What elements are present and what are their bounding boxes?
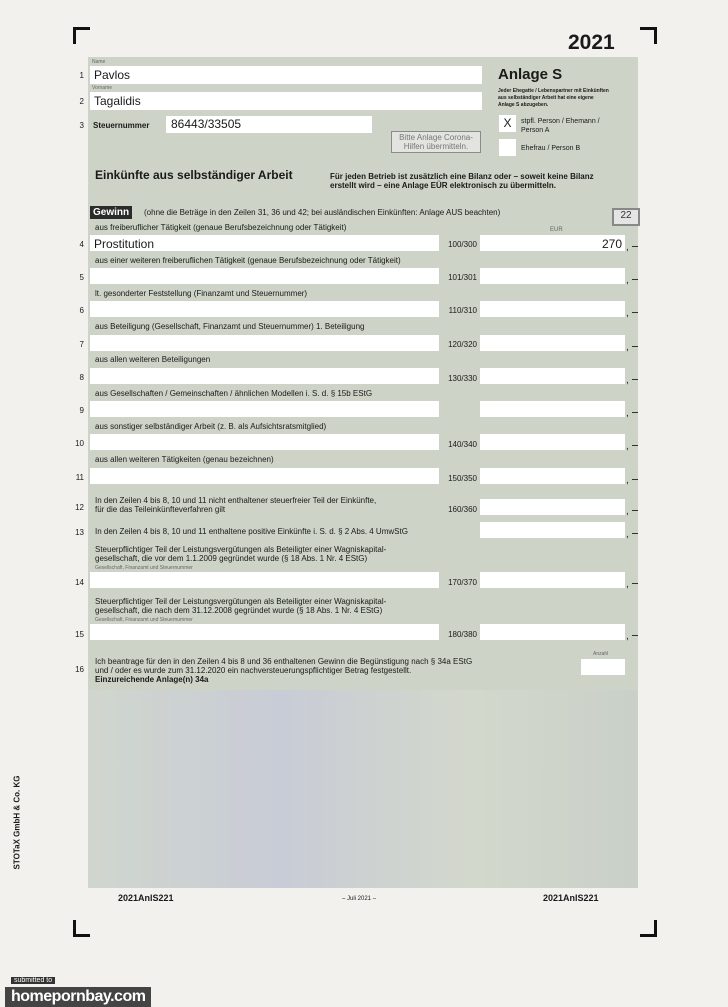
- crop-mark-top-right: [640, 27, 657, 44]
- name-label: Name: [92, 59, 106, 65]
- decimal-comma: ,: [626, 506, 629, 517]
- crop-mark-top-left: [73, 27, 90, 44]
- decimal-comma: ,: [626, 408, 629, 419]
- page-badge: 22: [612, 208, 640, 226]
- line-number: 1: [79, 71, 84, 80]
- decimal-comma: ,: [626, 275, 629, 286]
- row10-label: aus sonstiger selbständiger Arbeit (z. B. als Aufsichtsratsmitglied): [95, 422, 327, 431]
- section-title: Einkünfte aus selbständiger Arbeit: [95, 168, 293, 182]
- vorname-value: Tagalidis: [94, 94, 141, 108]
- row15-text-field[interactable]: [90, 624, 439, 640]
- row10-amount-field[interactable]: [480, 434, 625, 450]
- row5-code: 101/301: [448, 273, 477, 282]
- decimal-comma: ,: [626, 631, 629, 642]
- vorname-label: Vorname: [92, 85, 113, 91]
- person-b-label: Ehefrau / Person B: [521, 145, 581, 152]
- crop-mark-bottom-left: [73, 920, 90, 937]
- decimal-comma: ,: [626, 475, 629, 486]
- line-number: 9: [79, 406, 84, 415]
- row7-code: 120/320: [448, 340, 477, 349]
- footer-left-code: 2021AnlS221: [118, 893, 174, 903]
- row14-sub: Gesellschaft, Finanzamt und Steuernummer: [95, 565, 193, 571]
- decimal-comma: ,: [626, 242, 629, 253]
- line-number: 12: [75, 503, 84, 512]
- decimal-comma: ,: [626, 342, 629, 353]
- row13-amount-field[interactable]: [480, 522, 625, 538]
- decimal-dash: [632, 279, 638, 280]
- row16-text-2: und / oder es wurde zum 31.12.2020 ein nachversteuerungspflichtiger Betrag festgestellt.: [95, 666, 412, 675]
- decimal-dash: [632, 533, 638, 534]
- row15-text-2: gesellschaft, die nach dem 31.12.2008 gegründet wurde (§ 18 Abs. 1 Nr. 4 EStG): [95, 606, 383, 615]
- steuernummer-label: Steuernummer: [93, 121, 150, 130]
- row4-label: aus freiberuflicher Tätigkeit (genaue Berufsbezeichnung oder Tätigkeit): [95, 223, 347, 232]
- eur-label: EUR: [550, 227, 563, 233]
- decimal-comma: ,: [626, 308, 629, 319]
- form-title: Anlage S: [498, 66, 563, 83]
- row8-amount-field[interactable]: [480, 368, 625, 384]
- publisher: STOTaX GmbH & Co. KG: [12, 775, 22, 870]
- line-number: 8: [79, 373, 84, 382]
- form-note-2: aus selbständiger Arbeit hat eine eigene: [498, 95, 594, 101]
- form-lower-area: [88, 690, 638, 888]
- row9-amount-field[interactable]: [480, 401, 625, 417]
- line-number: 13: [75, 528, 84, 537]
- crop-mark-bottom-right: [640, 920, 657, 937]
- row16-text-1: Ich beantrage für den in den Zeilen 4 bis 8 und 36 enthaltenen Gewinn die Begünstigung nach § 34a EStG: [95, 657, 473, 666]
- row15-sub: Gesellschaft, Finanzamt und Steuernummer: [95, 617, 193, 623]
- section-note-2: erstellt wird – eine Anlage EÜR elektronisch zu übermitteln.: [330, 181, 556, 190]
- line-number: 16: [75, 665, 84, 674]
- decimal-dash: [632, 479, 638, 480]
- row10-code: 140/340: [448, 440, 477, 449]
- row4-code: 100/300: [448, 240, 477, 249]
- person-b-checkbox[interactable]: [499, 139, 516, 156]
- form-note-3: Anlage S abzugeben.: [498, 102, 549, 108]
- line-number: 15: [75, 630, 84, 639]
- decimal-comma: ,: [626, 375, 629, 386]
- line-number: 14: [75, 578, 84, 587]
- row12-code: 160/360: [448, 505, 477, 514]
- row15-code: 180/380: [448, 630, 477, 639]
- row11-code: 150/350: [448, 474, 477, 483]
- line-number: 5: [79, 273, 84, 282]
- name-field[interactable]: [90, 66, 482, 84]
- row4-amount: 270: [601, 237, 622, 251]
- row13-text: In den Zeilen 4 bis 8, 10 und 11 enthaltene positive Einkünfte i. S. d. § 2 Abs. 4 UmwStG: [95, 527, 408, 536]
- row6-code: 110/310: [448, 306, 477, 315]
- row11-amount-field[interactable]: [480, 468, 625, 484]
- decimal-dash: [632, 583, 638, 584]
- row8-code: 130/330: [448, 374, 477, 383]
- row8-label: aus allen weiteren Beteiligungen: [95, 355, 211, 364]
- decimal-dash: [632, 346, 638, 347]
- decimal-dash: [632, 412, 638, 413]
- row7-label: aus Beteiligung (Gesellschaft, Finanzamt und Steuernummer) 1. Beteiligung: [95, 322, 365, 331]
- row15-text-1: Steuerpflichtiger Teil der Leistungsvergütungen als Beteiligter einer Wagniskapital-: [95, 597, 387, 606]
- line-number: 10: [75, 439, 84, 448]
- form-note-1: Jeder Ehegatte / Lebenspartner mit Einkünften: [498, 88, 609, 94]
- line-number: 4: [79, 240, 84, 249]
- row16-anzahl-field[interactable]: [581, 659, 625, 675]
- row14-code: 170/370: [448, 578, 477, 587]
- row5-label: aus einer weiteren freiberuflichen Tätigkeit (genaue Berufsbezeichnung oder Tätigkeit): [95, 256, 401, 265]
- form-year: 2021: [568, 31, 615, 54]
- line-number: 2: [79, 97, 84, 106]
- row5-text-field[interactable]: [90, 268, 439, 284]
- row5-amount-field[interactable]: [480, 268, 625, 284]
- row6-text-field[interactable]: [90, 301, 439, 317]
- row14-amount-field[interactable]: [480, 572, 625, 588]
- corona-note: Bitte Anlage Corona-Hilfen übermitteln.: [391, 131, 481, 153]
- line-number: 3: [79, 121, 84, 130]
- row9-label: aus Gesellschaften / Gemeinschaften / ähnlichen Modellen i. S. d. § 15b EStG: [95, 389, 373, 398]
- row16-anzahl-label: Anzahl: [593, 651, 609, 657]
- line-number: 6: [79, 306, 84, 315]
- watermark: [5, 969, 151, 1007]
- section-note-1: Für jeden Betrieb ist zusätzlich eine Bilanz oder – soweit keine Bilanz: [330, 172, 594, 181]
- row12-text-1: In den Zeilen 4 bis 8, 10 und 11 nicht enthaltener steuerfreier Teil der Einkünfte,: [95, 496, 377, 505]
- person-a-label: stpfl. Person / Ehemann / Person A: [521, 118, 600, 134]
- gewinn-label: Gewinn: [90, 206, 132, 219]
- decimal-comma: ,: [626, 579, 629, 590]
- watermark-main: homepornbay.com: [5, 987, 151, 1007]
- row14-text-2: gesellschaft, die vor dem 1.1.2009 gegründet wurde (§ 18 Abs. 1 Nr. 4 EStG): [95, 554, 368, 563]
- row12-text-2: für die das Teileinkünfteverfahren gilt: [95, 505, 226, 514]
- steuernummer-value: 86443/33505: [171, 117, 242, 131]
- row14-text-1: Steuerpflichtiger Teil der Leistungsvergütungen als Beteiligter einer Wagniskapital-: [95, 545, 387, 554]
- row11-text-field[interactable]: [90, 468, 439, 484]
- row14-text-field[interactable]: [90, 572, 439, 588]
- decimal-dash: [632, 635, 638, 636]
- footer-right-code: 2021AnlS221: [543, 893, 599, 903]
- row7-amount-field[interactable]: [480, 335, 625, 351]
- row8-text-field[interactable]: [90, 368, 439, 384]
- decimal-dash: [632, 312, 638, 313]
- row7-text-field[interactable]: [90, 335, 439, 351]
- decimal-dash: [632, 445, 638, 446]
- decimal-dash: [632, 510, 638, 511]
- name-value: Pavlos: [94, 68, 131, 82]
- row15-amount-field[interactable]: [480, 624, 625, 640]
- line-number: 11: [75, 473, 84, 482]
- row4-value: Prostitution: [94, 237, 155, 251]
- vorname-field[interactable]: [90, 92, 482, 110]
- watermark-top: submitted to: [11, 977, 55, 984]
- row12-amount-field[interactable]: [480, 499, 625, 515]
- row11-label: aus allen weiteren Tätigkeiten (genau bezeichnen): [95, 455, 274, 464]
- row9-text-field[interactable]: [90, 401, 439, 417]
- decimal-dash: [632, 379, 638, 380]
- line-number: 7: [79, 340, 84, 349]
- decimal-comma: ,: [626, 441, 629, 452]
- row10-text-field[interactable]: [90, 434, 439, 450]
- gewinn-note: (ohne die Beträge in den Zeilen 31, 36 und 42; bei ausländischen Einkünften: Anlage AUS beachten): [144, 208, 501, 217]
- row6-label: lt. gesonderter Feststellung (Finanzamt und Steuernummer): [95, 289, 308, 298]
- decimal-comma: ,: [626, 529, 629, 540]
- person-a-checkbox[interactable]: X: [499, 115, 516, 132]
- row16-text-3: Einzureichende Anlage(n) 34a: [95, 675, 209, 684]
- decimal-dash: [632, 246, 638, 247]
- footer-center: – Juli 2021 –: [342, 896, 377, 902]
- row6-amount-field[interactable]: [480, 301, 625, 317]
